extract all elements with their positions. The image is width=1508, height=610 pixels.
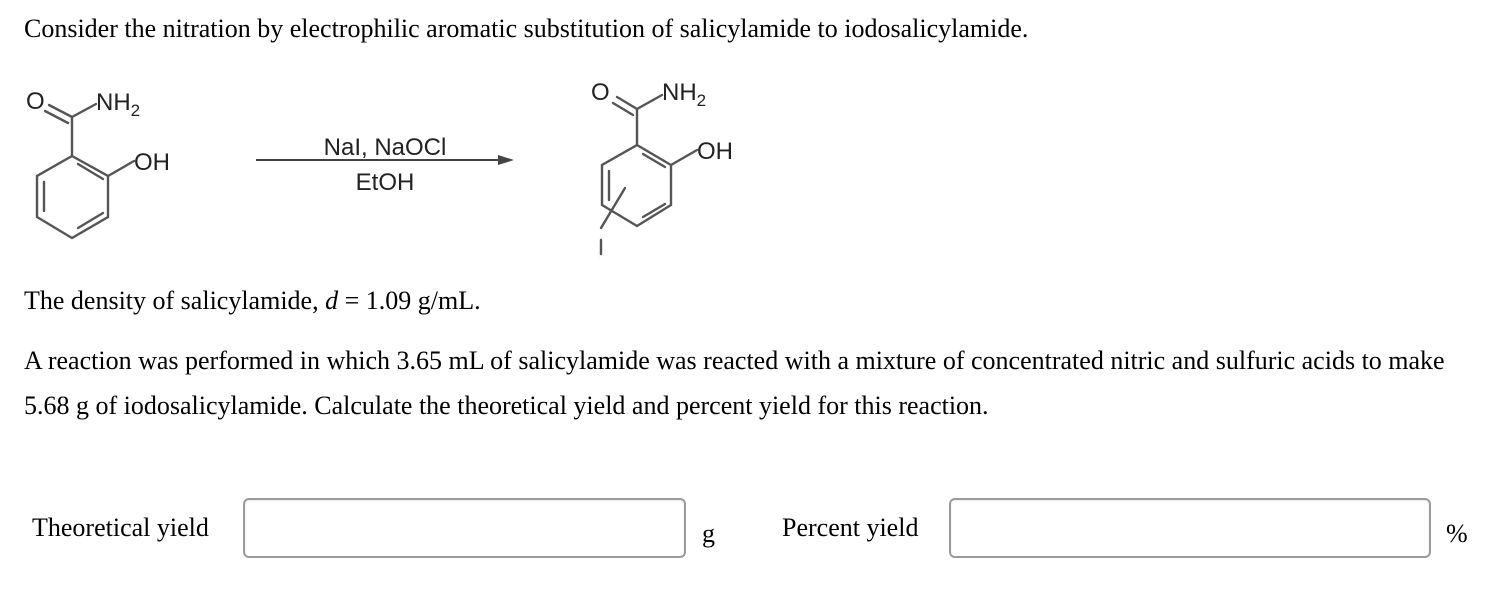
product-nh2-label: $NH_2$ xyxy=(662,79,707,110)
theoretical-yield-unit: g xyxy=(702,519,715,548)
product-o-label: O xyxy=(591,79,610,106)
percent-yield-label: Percent yield xyxy=(782,513,919,542)
density-statement xyxy=(24,282,481,320)
density-value: = 1.09 g/mL. xyxy=(338,286,481,315)
product-i-label xyxy=(596,239,603,266)
reactant-nh2-label: $NH_2$ xyxy=(96,89,141,120)
theoretical-yield-input[interactable] xyxy=(243,498,686,558)
density-prefix: The density of salicylamide, xyxy=(24,286,326,315)
percent-yield-unit: % xyxy=(1446,519,1468,548)
reactant-oh-label: OH xyxy=(134,149,170,176)
reagents-below: EtOH xyxy=(355,169,415,196)
product-oh-label: OH xyxy=(697,138,733,165)
iodosalicylamide-structure xyxy=(601,95,697,254)
salicylamide-structure xyxy=(37,104,134,238)
reactant-o-label: O xyxy=(26,88,45,115)
question-intro: Consider the nitration by electrophilic aromatic substitution of salicylamide to iodosalicylamide. xyxy=(24,14,1029,43)
problem-statement: A reaction was performed in which 3.65 mL of salicylamide was reacted with a mixture of concentrated nitric and sulfuric acids to make 5.68 g of iodosalicylamide. Calculate the theoretical yield and percent yield for this reaction. xyxy=(24,346,1445,420)
percent-yield-input[interactable] xyxy=(949,498,1431,558)
reagents-above: NaI, NaOCl xyxy=(323,134,447,161)
answer-row xyxy=(0,496,1508,566)
density-variable: d xyxy=(325,286,339,315)
theoretical-yield-label: Theoretical yield xyxy=(32,513,209,542)
reaction-scheme xyxy=(0,60,760,270)
